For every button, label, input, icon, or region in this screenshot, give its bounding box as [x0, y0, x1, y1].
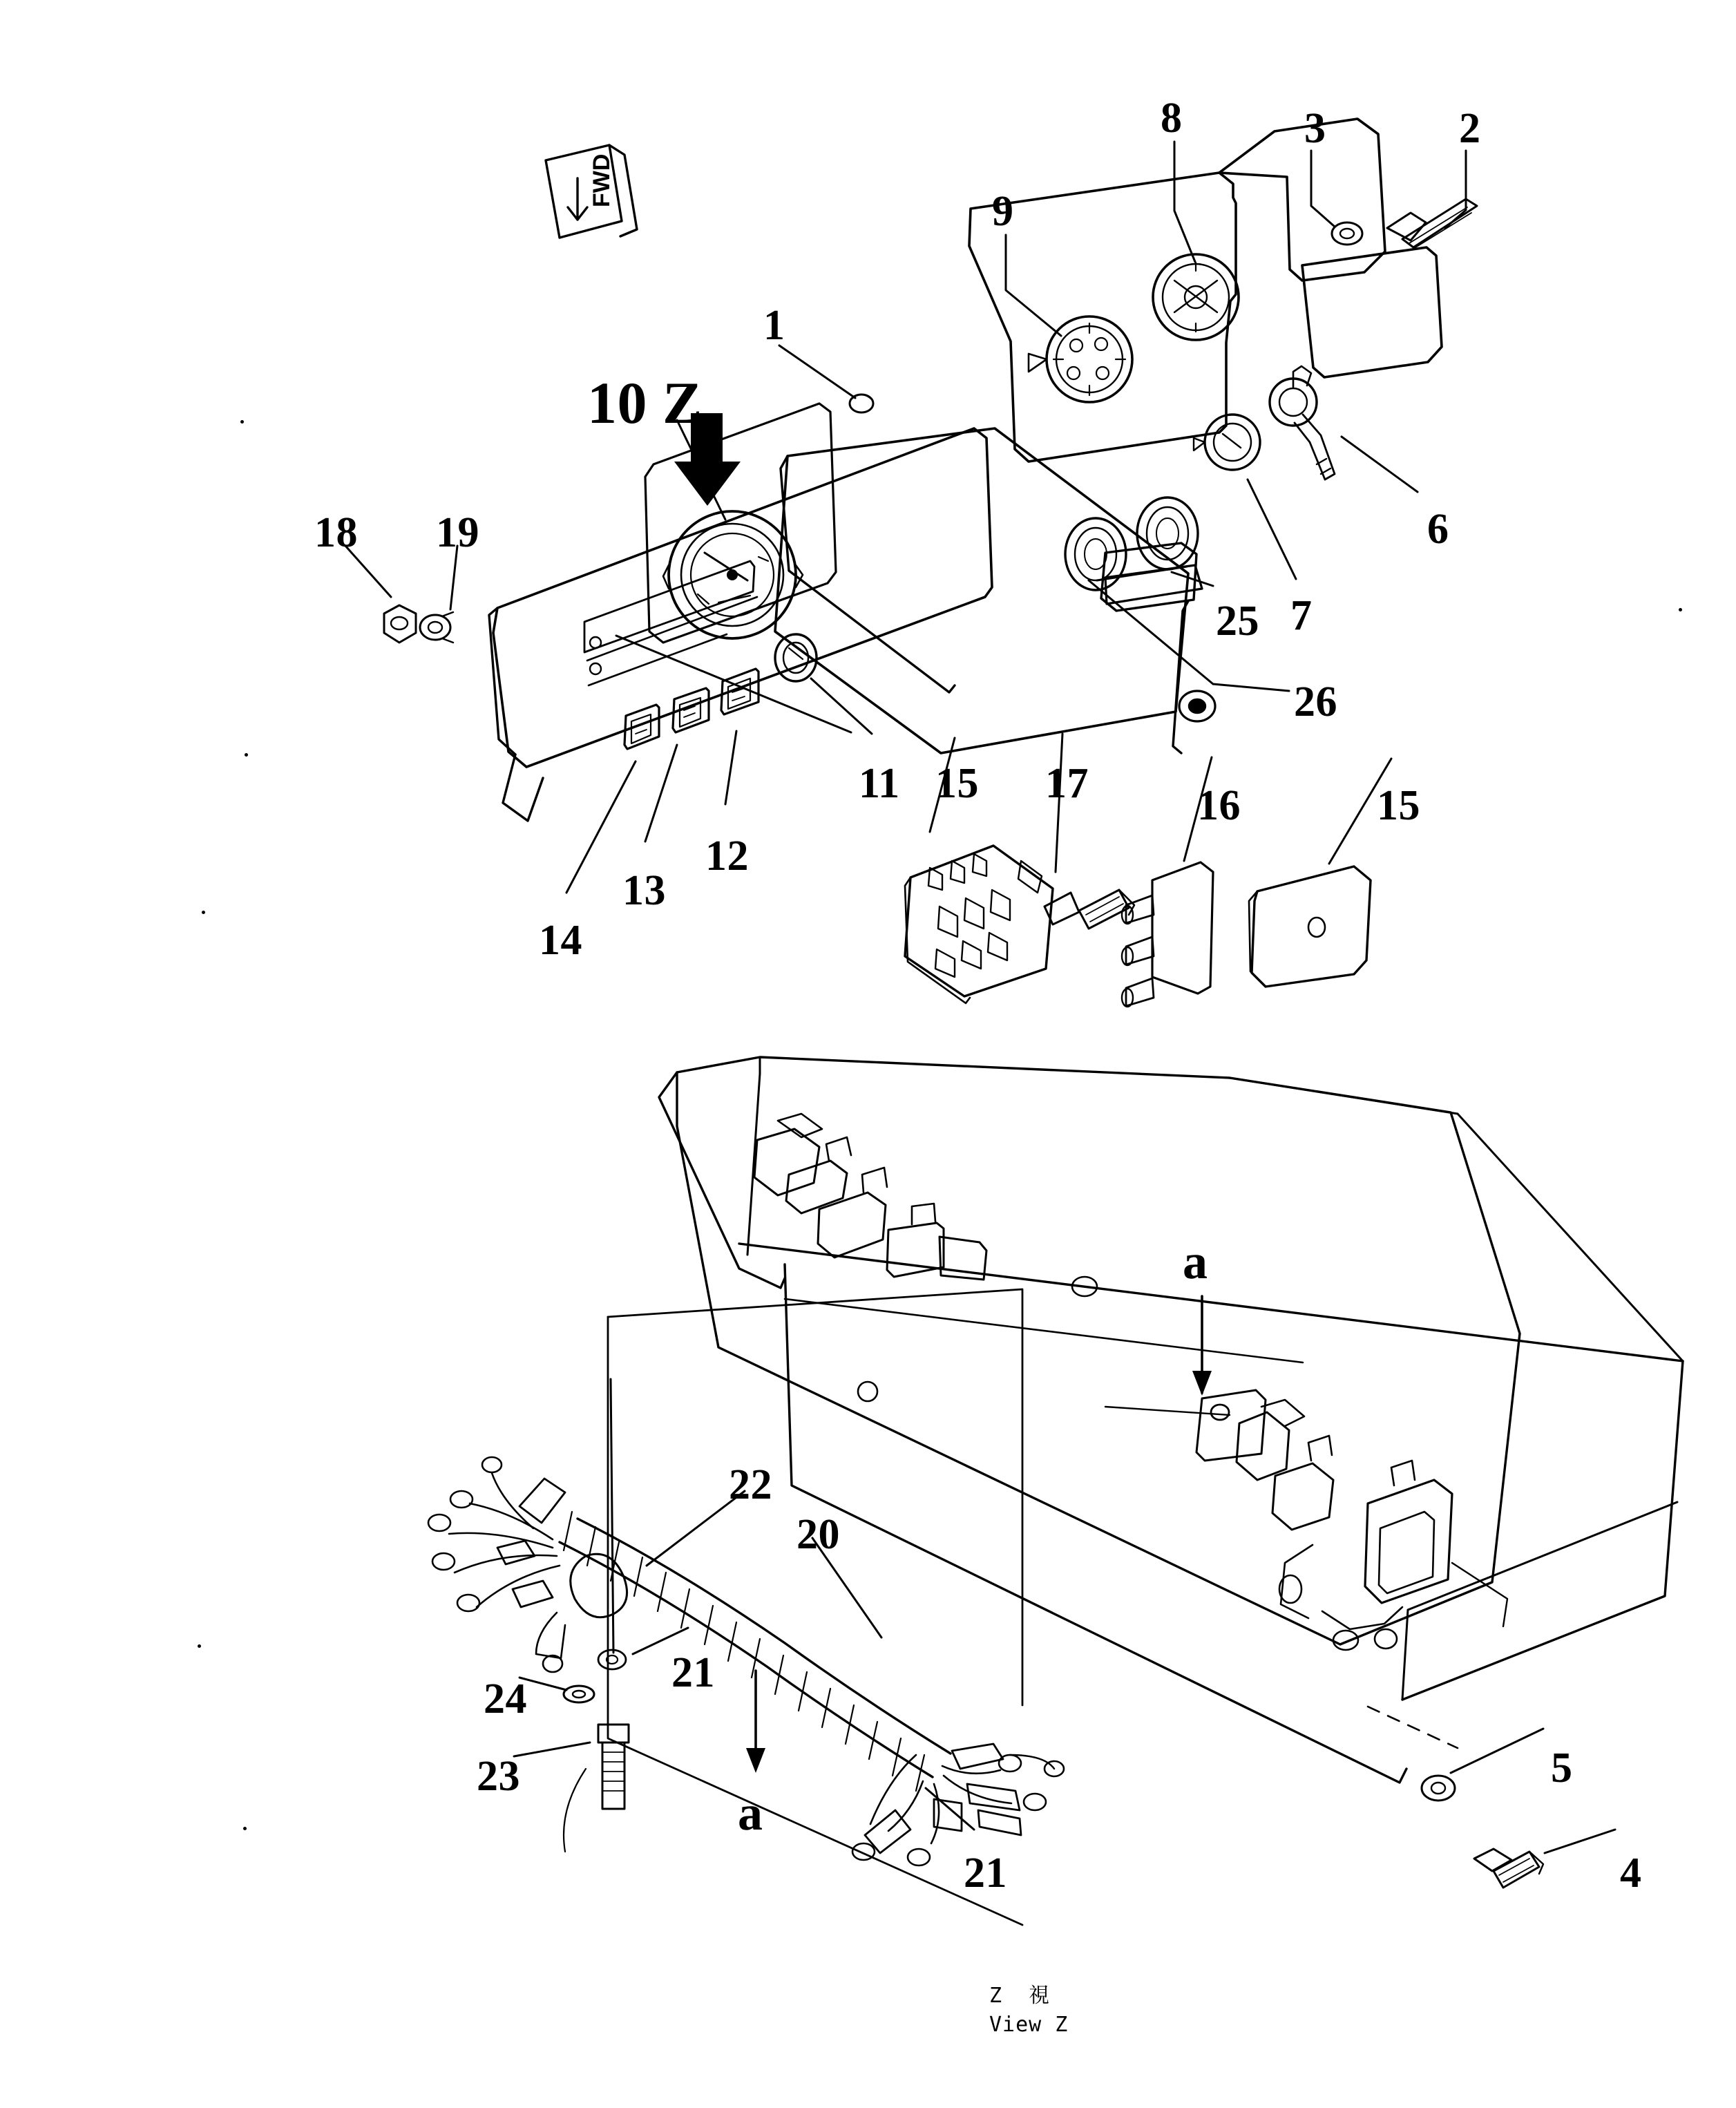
callout-9: 9 — [992, 188, 1014, 235]
callout-21-left: 21 — [671, 1649, 715, 1696]
callout-1: 1 — [763, 302, 785, 349]
callout-12: 12 — [705, 833, 749, 880]
callout-3: 3 — [1304, 105, 1326, 152]
rear-switch-cluster-right — [1105, 1400, 1507, 1650]
callout-17: 17 — [1045, 760, 1089, 807]
nut-icon-18 — [384, 605, 416, 643]
ignition-switch-icon — [1270, 366, 1335, 479]
gauge-icon-8 — [1153, 254, 1239, 340]
gauge-bezel — [645, 403, 836, 643]
callout-2: 2 — [1459, 105, 1481, 152]
washer-icon-24 — [564, 1686, 594, 1702]
callout-16: 16 — [1197, 782, 1241, 829]
callout-23: 23 — [477, 1753, 520, 1800]
callout-15-left: 15 — [935, 760, 979, 807]
bracket-hole-a — [1196, 1390, 1266, 1461]
callout-5: 5 — [1551, 1745, 1573, 1792]
callout-6: 6 — [1427, 506, 1449, 553]
leader-lines — [345, 142, 1615, 1853]
rear-switch-cluster-left — [754, 1114, 986, 1280]
callout-4: 4 — [1620, 1850, 1642, 1897]
section-marker-a-bottom: a — [738, 1785, 763, 1841]
callout-25: 25 — [1216, 598, 1259, 645]
gauge-icon-9 — [1029, 316, 1132, 402]
washer-icon-5 — [1422, 1776, 1455, 1801]
callout-7: 7 — [1290, 592, 1313, 639]
connector-pins-icon-16 — [1122, 862, 1213, 1007]
callout-15-right: 15 — [1377, 782, 1420, 829]
scan-speck — [243, 1827, 247, 1830]
view-label-en: View Z — [989, 2013, 1069, 2037]
bolt-icon-2 — [1387, 199, 1477, 249]
rocker-switch-14 — [624, 705, 659, 749]
scan-speck — [245, 753, 248, 757]
section-marker-10z: 10 Z — [587, 370, 703, 436]
washer-icon-3 — [1332, 222, 1362, 245]
relay-block-icon — [905, 846, 1053, 1003]
section-arrow-a-bottom — [746, 1671, 765, 1773]
callout-21-right: 21 — [964, 1850, 1007, 1897]
callout-14: 14 — [539, 917, 582, 964]
callout-13: 13 — [622, 867, 666, 914]
callout-20: 20 — [797, 1511, 840, 1558]
section-marker-a-top: a — [1183, 1234, 1208, 1289]
fwd-label: FWD — [589, 153, 615, 207]
callout-8: 8 — [1161, 95, 1183, 142]
grommet-icon-26 — [1179, 691, 1215, 721]
callout-24: 24 — [484, 1675, 527, 1722]
washer-icon-19 — [420, 612, 453, 643]
callout-19: 19 — [436, 509, 479, 556]
callout-26: 26 — [1294, 678, 1337, 725]
callout-18: 18 — [314, 509, 358, 556]
bolt-icon-4 — [1474, 1849, 1543, 1888]
screw-icon-17 — [1045, 890, 1134, 929]
view-label-jp: Z 視 — [989, 1984, 1051, 2008]
callout-22: 22 — [729, 1461, 772, 1508]
scan-speck — [198, 1644, 201, 1648]
callout-11: 11 — [859, 760, 900, 807]
scan-speck — [240, 420, 244, 424]
scan-speck — [1679, 608, 1682, 611]
cover-icon-15 — [1249, 866, 1371, 987]
scan-speck — [202, 911, 205, 914]
section-arrow-a-top — [1192, 1296, 1212, 1396]
